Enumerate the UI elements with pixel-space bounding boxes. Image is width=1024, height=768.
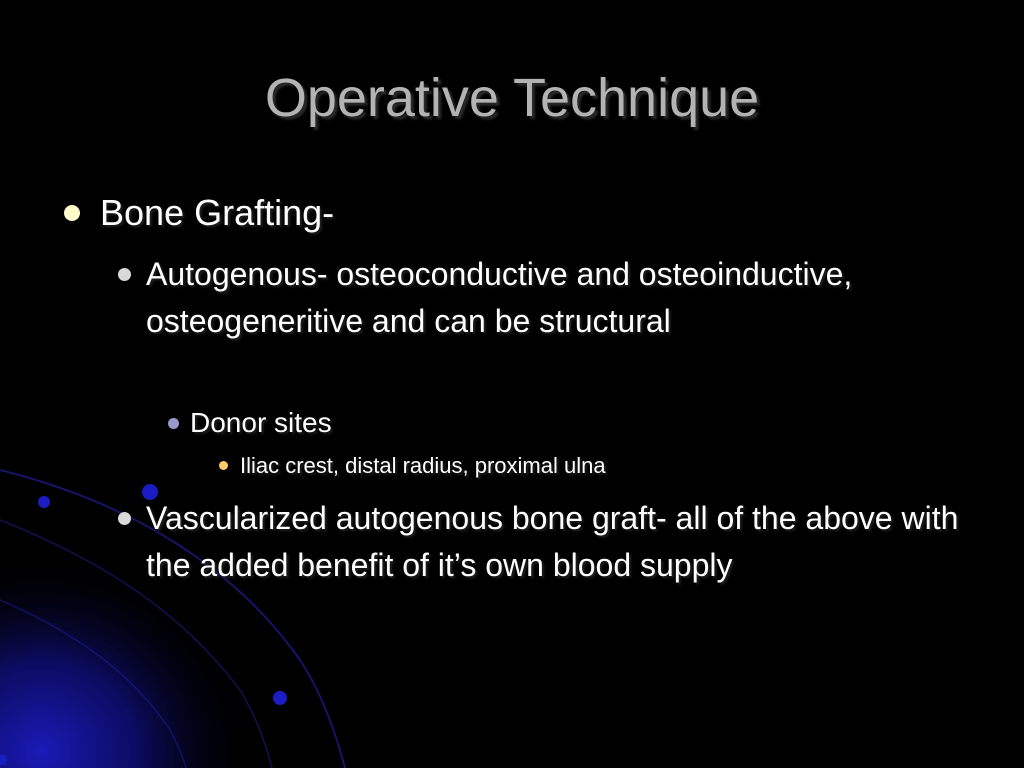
bullet-level1-icon <box>64 205 80 221</box>
bullet-level2-icon <box>118 268 131 281</box>
bullet-bone-grafting: Bone Grafting- <box>100 192 335 233</box>
slide-title: Operative Technique <box>264 68 760 128</box>
bullet-donor-sites: Donor sites <box>190 407 332 438</box>
bullet-level2-icon <box>118 512 131 525</box>
bullet-level3-icon <box>168 418 179 429</box>
bullet-autogenous: Autogenous- osteoconductive and osteoinductive, osteogeneritive and can be structural <box>146 256 853 339</box>
bullet-level4-icon <box>219 461 228 470</box>
bullet-vascularized: Vascularized autogenous bone graft- all of the above with the added benefit of it’s own blood supply <box>146 500 959 583</box>
bullet-iliac-crest: Iliac crest, distal radius, proximal ulna <box>240 453 606 478</box>
